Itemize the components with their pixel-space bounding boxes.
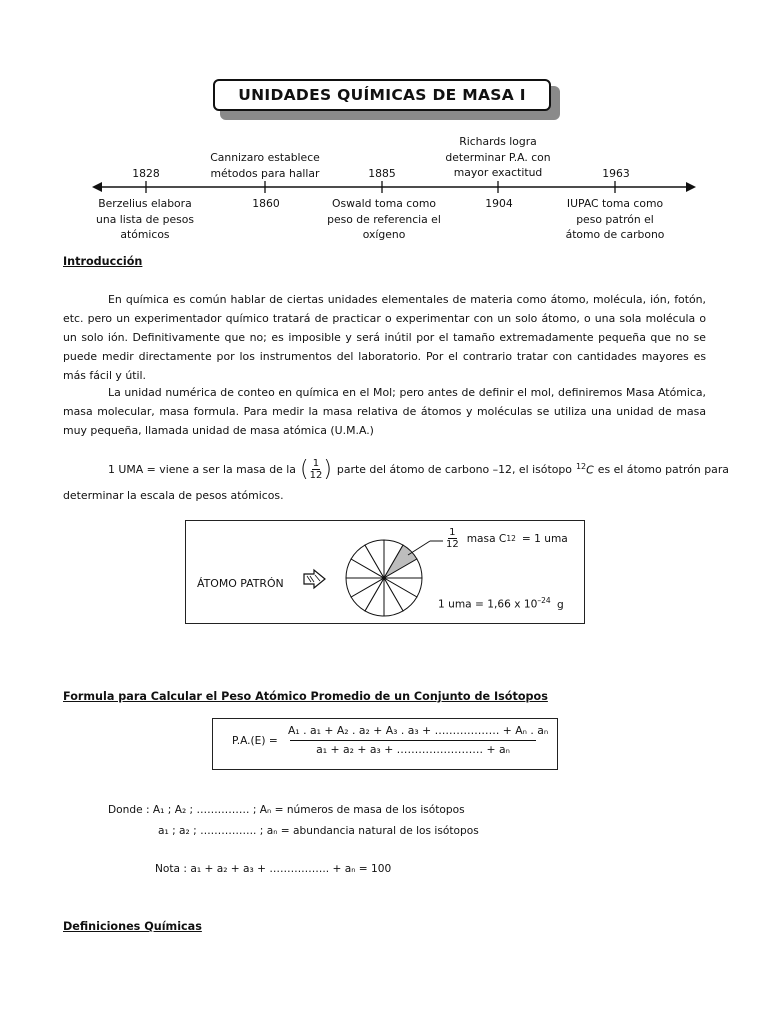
- timeline-year-1860: 1860: [252, 197, 280, 210]
- formula-numerator: A₁ . a₁ + A₂ . a₂ + A₃ . a₃ + ……………… + Aₙ . aₙ: [288, 724, 549, 737]
- timeline-year-1885: 1885: [368, 167, 396, 180]
- paren-open: (: [299, 456, 309, 482]
- uma-exponent: –24: [537, 596, 551, 605]
- timeline-event-oswald: Oswald toma como peso de referencia el oxígeno: [327, 197, 441, 241]
- mass-fraction-den: 12: [446, 539, 459, 550]
- formula-lhs: P.A.(E) =: [232, 735, 278, 747]
- uma-fraction: [310, 458, 323, 481]
- uma-fraction-den: 12: [309, 470, 323, 481]
- timeline-year-1904: 1904: [485, 197, 513, 210]
- uma-value-text: 1 uma = 1,66 x 10: [438, 598, 538, 611]
- definiciones-heading: Definiciones Químicas: [63, 920, 202, 933]
- uma-suffix: es el átomo patrón para: [597, 463, 729, 476]
- mass-fraction-label: [446, 527, 568, 550]
- isotope-symbol: C: [586, 463, 594, 477]
- uma-unit: g: [557, 598, 564, 611]
- timeline-event-cannizaro: Cannizaro establece métodos para hallar: [210, 151, 320, 180]
- uma-value: [438, 596, 564, 611]
- timeline-year-1828: 1828: [132, 167, 160, 180]
- uma-line-2: determinar la escala de pesos atómicos.: [63, 489, 284, 502]
- uma-mid: parte del átomo de carbono –12, el isótopo: [336, 463, 572, 476]
- intro-paragraph-1: En química es común hablar de ciertas unidades elementales de materia como átomo, molécula, ión, fotón, etc. pero un experimentador químico tratará de practicar o experimentar con un solo átomo, o una sola molécula o un solo ión. Definitivamente que no; es imposible y será inútil por el tamaño extremadamente pequeña que no se puede medir directamente por los instrumentos del laboratorio. Por el contrario tratar con cantidades mayores es más fácil y útil.: [63, 293, 706, 382]
- atom-pattern-label: ÁTOMO PATRÓN: [197, 577, 284, 590]
- mass-fraction-num: 1: [449, 527, 456, 538]
- intro-heading: Introducción: [63, 255, 143, 268]
- donde-line-1: Donde : A₁ ; A₂ ; …………… ; Aₙ = números de masa de los isótopos: [108, 804, 465, 816]
- formula-fraction-bar: [290, 740, 536, 741]
- timeline-event-richards: Richards logra determinar P.A. con mayor exactitud: [445, 135, 551, 179]
- pointer-line-icon: [405, 535, 445, 560]
- uma-definition: [108, 456, 729, 482]
- hollow-arrow-icon: [300, 568, 330, 590]
- page-title: UNIDADES QUÍMICAS DE MASA I: [213, 79, 551, 111]
- mass-equals: = 1 uma: [521, 532, 568, 545]
- uma-prefix: 1 UMA = viene a ser la masa de la: [108, 463, 296, 476]
- intro-paragraph-2: La unidad numérica de conteo en química en el Mol; pero antes de definir el mol, definiremos Masa Atómica, masa molecular, masa formula. Para medir la masa relativa de átomos y moléculas se utiliza una unidad de masa muy pequeña, llamada unidad de masa atómica (U.M.A.): [63, 386, 706, 437]
- timeline-year-1963: 1963: [602, 167, 630, 180]
- mass-fraction: [446, 527, 459, 550]
- timeline-event-berzelius: Berzelius elabora una lista de pesos atómicos: [96, 197, 194, 241]
- formula-heading: Formula para Calcular el Peso Atómico Promedio de un Conjunto de Isótopos: [63, 690, 548, 703]
- donde-line-2: a₁ ; a₂ ; ……………. ; aₙ = abundancia natural de los isótopos: [158, 825, 479, 837]
- mass-superscript: 12: [506, 534, 516, 543]
- nota-line: Nota : a₁ + a₂ + a₃ + …………….. + aₙ = 100: [155, 863, 392, 875]
- uma-fraction-num: 1: [312, 458, 320, 469]
- paren-close: ): [323, 456, 332, 482]
- mass-label: masa C: [466, 532, 507, 545]
- isotope-superscript: 12: [575, 462, 587, 472]
- formula-denominator: a₁ + a₂ + a₃ + …………………… + aₙ: [316, 743, 510, 756]
- timeline-event-iupac: IUPAC toma como peso patrón el átomo de carbono: [565, 197, 665, 241]
